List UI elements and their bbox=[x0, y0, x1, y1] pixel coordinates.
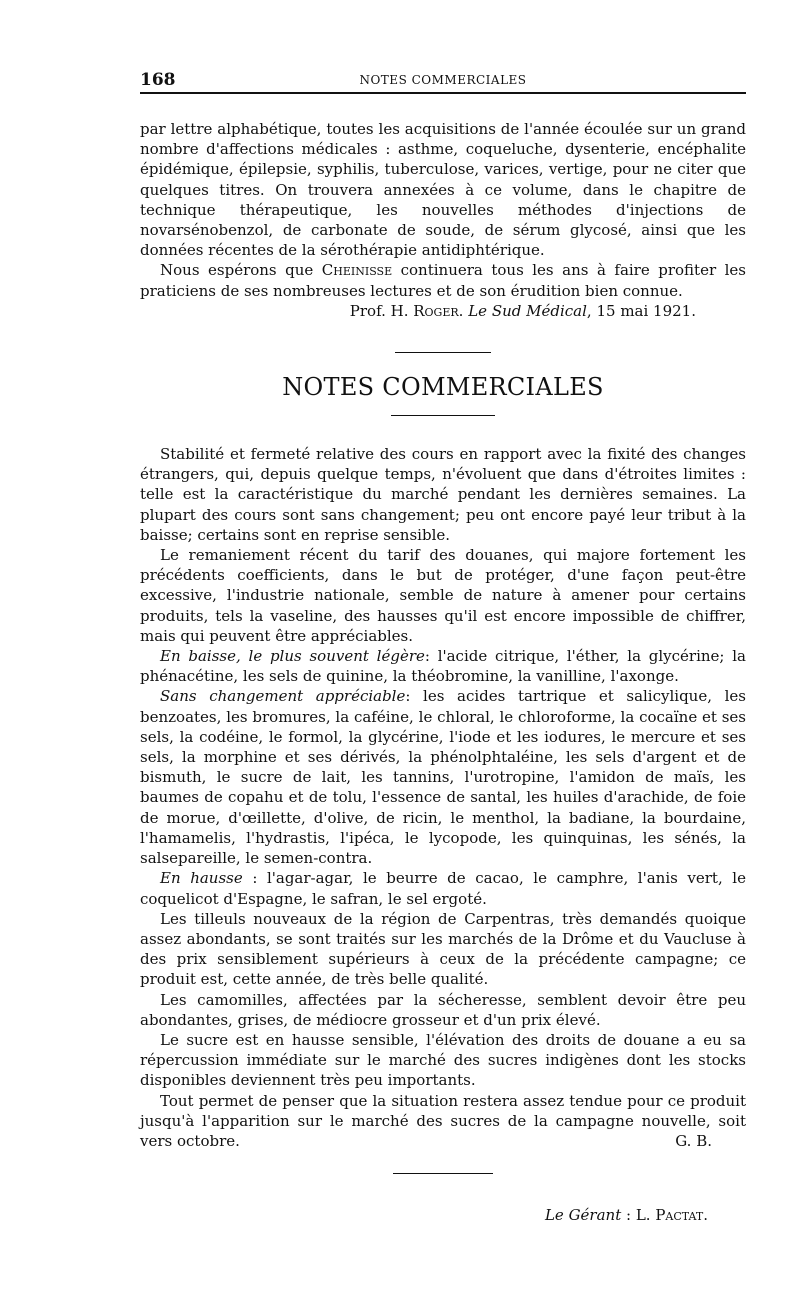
paragraph-tilleuls: Les tilleuls nouveaux de la région de Carpentras, très demandés quoique assez abondants, se sont traités sur les marchés de la Drôme et du Vaucluse à des prix sensiblement supérieurs à ceux de la précédente campagne; ce produit est, cette année, de très belle qualité. bbox=[140, 909, 746, 989]
paragraph-baisse: En baisse, le plus souvent légère: l'acide citrique, l'éther, la glycérine; la phénacétine, les sels de quinine, la théobromine, la vanilline, l'axonge. bbox=[140, 647, 746, 686]
end-rule bbox=[393, 1173, 493, 1174]
paragraph-tariff: Le remaniement récent du tarif des douanes, qui majore fortement les précédents coefficients, dans le but de protéger, d'une façon peut-être excessive, l'industrie nationale, semble de nature à amener pour certains produits, tels la vaseline, des hausses qu'il est encore impossible de chiffrer, mais qui peuvent être appréciables. bbox=[140, 546, 746, 645]
page-number: 168 bbox=[140, 70, 176, 90]
paragraph-conclusion: Tout permet de penser que la situation restera assez tendue pour ce produit jusqu'à l'apparition sur le marché des sucres de la campagne nouvelle, soit vers octobre. G. B. bbox=[140, 1091, 746, 1150]
page bbox=[140, 64, 746, 1224]
review-signature: Prof. H. Roger. Le Sud Médical, 15 mai 1921. bbox=[349, 301, 696, 320]
paragraph-stability: Stabilité et fermeté relative des cours en rapport avec la fixité des changes étrangers, qui, depuis quelque temps, n'évoluent que dans d'étroites limites : telle est la caractéristique du marché pendant les dernières semaines. La plupart des cours sont sans changement; peu ont encore payé leur tribut à la baisse; certains sont en reprise sensible. bbox=[140, 445, 746, 544]
paragraph-camomilles: Les camomilles, affectées par la sécheresse, semblent devoir être peu abondantes, grises, de médiocre grosseur et d'un prix élevé. bbox=[140, 990, 746, 1029]
title-underline-rule bbox=[391, 415, 495, 416]
paragraph-sucre: Le sucre est en hausse sensible, l'élévation des droits de douane a eu sa répercussion immédiate sur le marché des sucres indigènes dont les stocks disponibles deviennent très peu importants. bbox=[140, 1030, 746, 1090]
paragraph-hausse: En hausse : l'agar-agar, le beurre de cacao, le camphre, l'anis vert, le coquelicot d'Espagne, le safran, le sel ergoté. bbox=[140, 869, 746, 908]
author-initials: G. B. bbox=[675, 1131, 712, 1150]
review-paragraph-1: par lettre alphabétique, toutes les acquisitions de l'année écoulée sur un grand nombre d'affections médicales : asthme, coqueluche, dysenterie, encéphalite épidémique, épilepsie, syphilis, tuberculose, varices, vertige, pour ne citer que quelques titres. On trouvera annexées à ce volume, dans le chapitre de technique thérapeutique, les nouvelles méthodes d'injections de novarsénobenzol, de carbonate de soude, de sérum glycosé, ainsi que les données récentes de la sérothérapie antidiphtérique. bbox=[140, 120, 746, 260]
review-paragraph-2: Nous espérons que Cheinisse continuera tous les ans à faire profiter les praticiens de ses nombreuses lectures et de son érudition bien connue. bbox=[140, 261, 746, 300]
section-body bbox=[140, 444, 746, 1151]
author-name: Cheinisse bbox=[321, 261, 393, 280]
running-header bbox=[140, 64, 746, 94]
gerant-line: Le Gérant : L. Pactat. bbox=[544, 1206, 708, 1225]
section-title: NOTES COMMERCIALES bbox=[282, 373, 604, 402]
separator-rule bbox=[395, 352, 491, 353]
paragraph-sans-changement: Sans changement appréciable: les acides tartrique et salicylique, les benzoates, les bromures, la caféine, le chloral, le chloroforme, la cocaïne et ses sels, la codéine, le formol, la glycérine, l'iode et les iodures, le mercure et ses sels, la morphine et ses dérivés, la phénolphtaléine, les sels d'argent et de bismuth, le sucre de lait, les tannins, l'urotropine, l'amidon de maïs, les baumes de copahu et de tolu, l'essence de santal, les huiles d'arachide, de foie de morue, d'œillette, d'olive, de ricin, le menthol, la badiane, la bourdaine, l'hamamelis, l'hydrastis, l'ipéca, le lycopode, les quinquinas, les sénés, la salsepareille, le semen-contra. bbox=[140, 687, 746, 868]
running-title: NOTES COMMERCIALES bbox=[359, 73, 527, 87]
